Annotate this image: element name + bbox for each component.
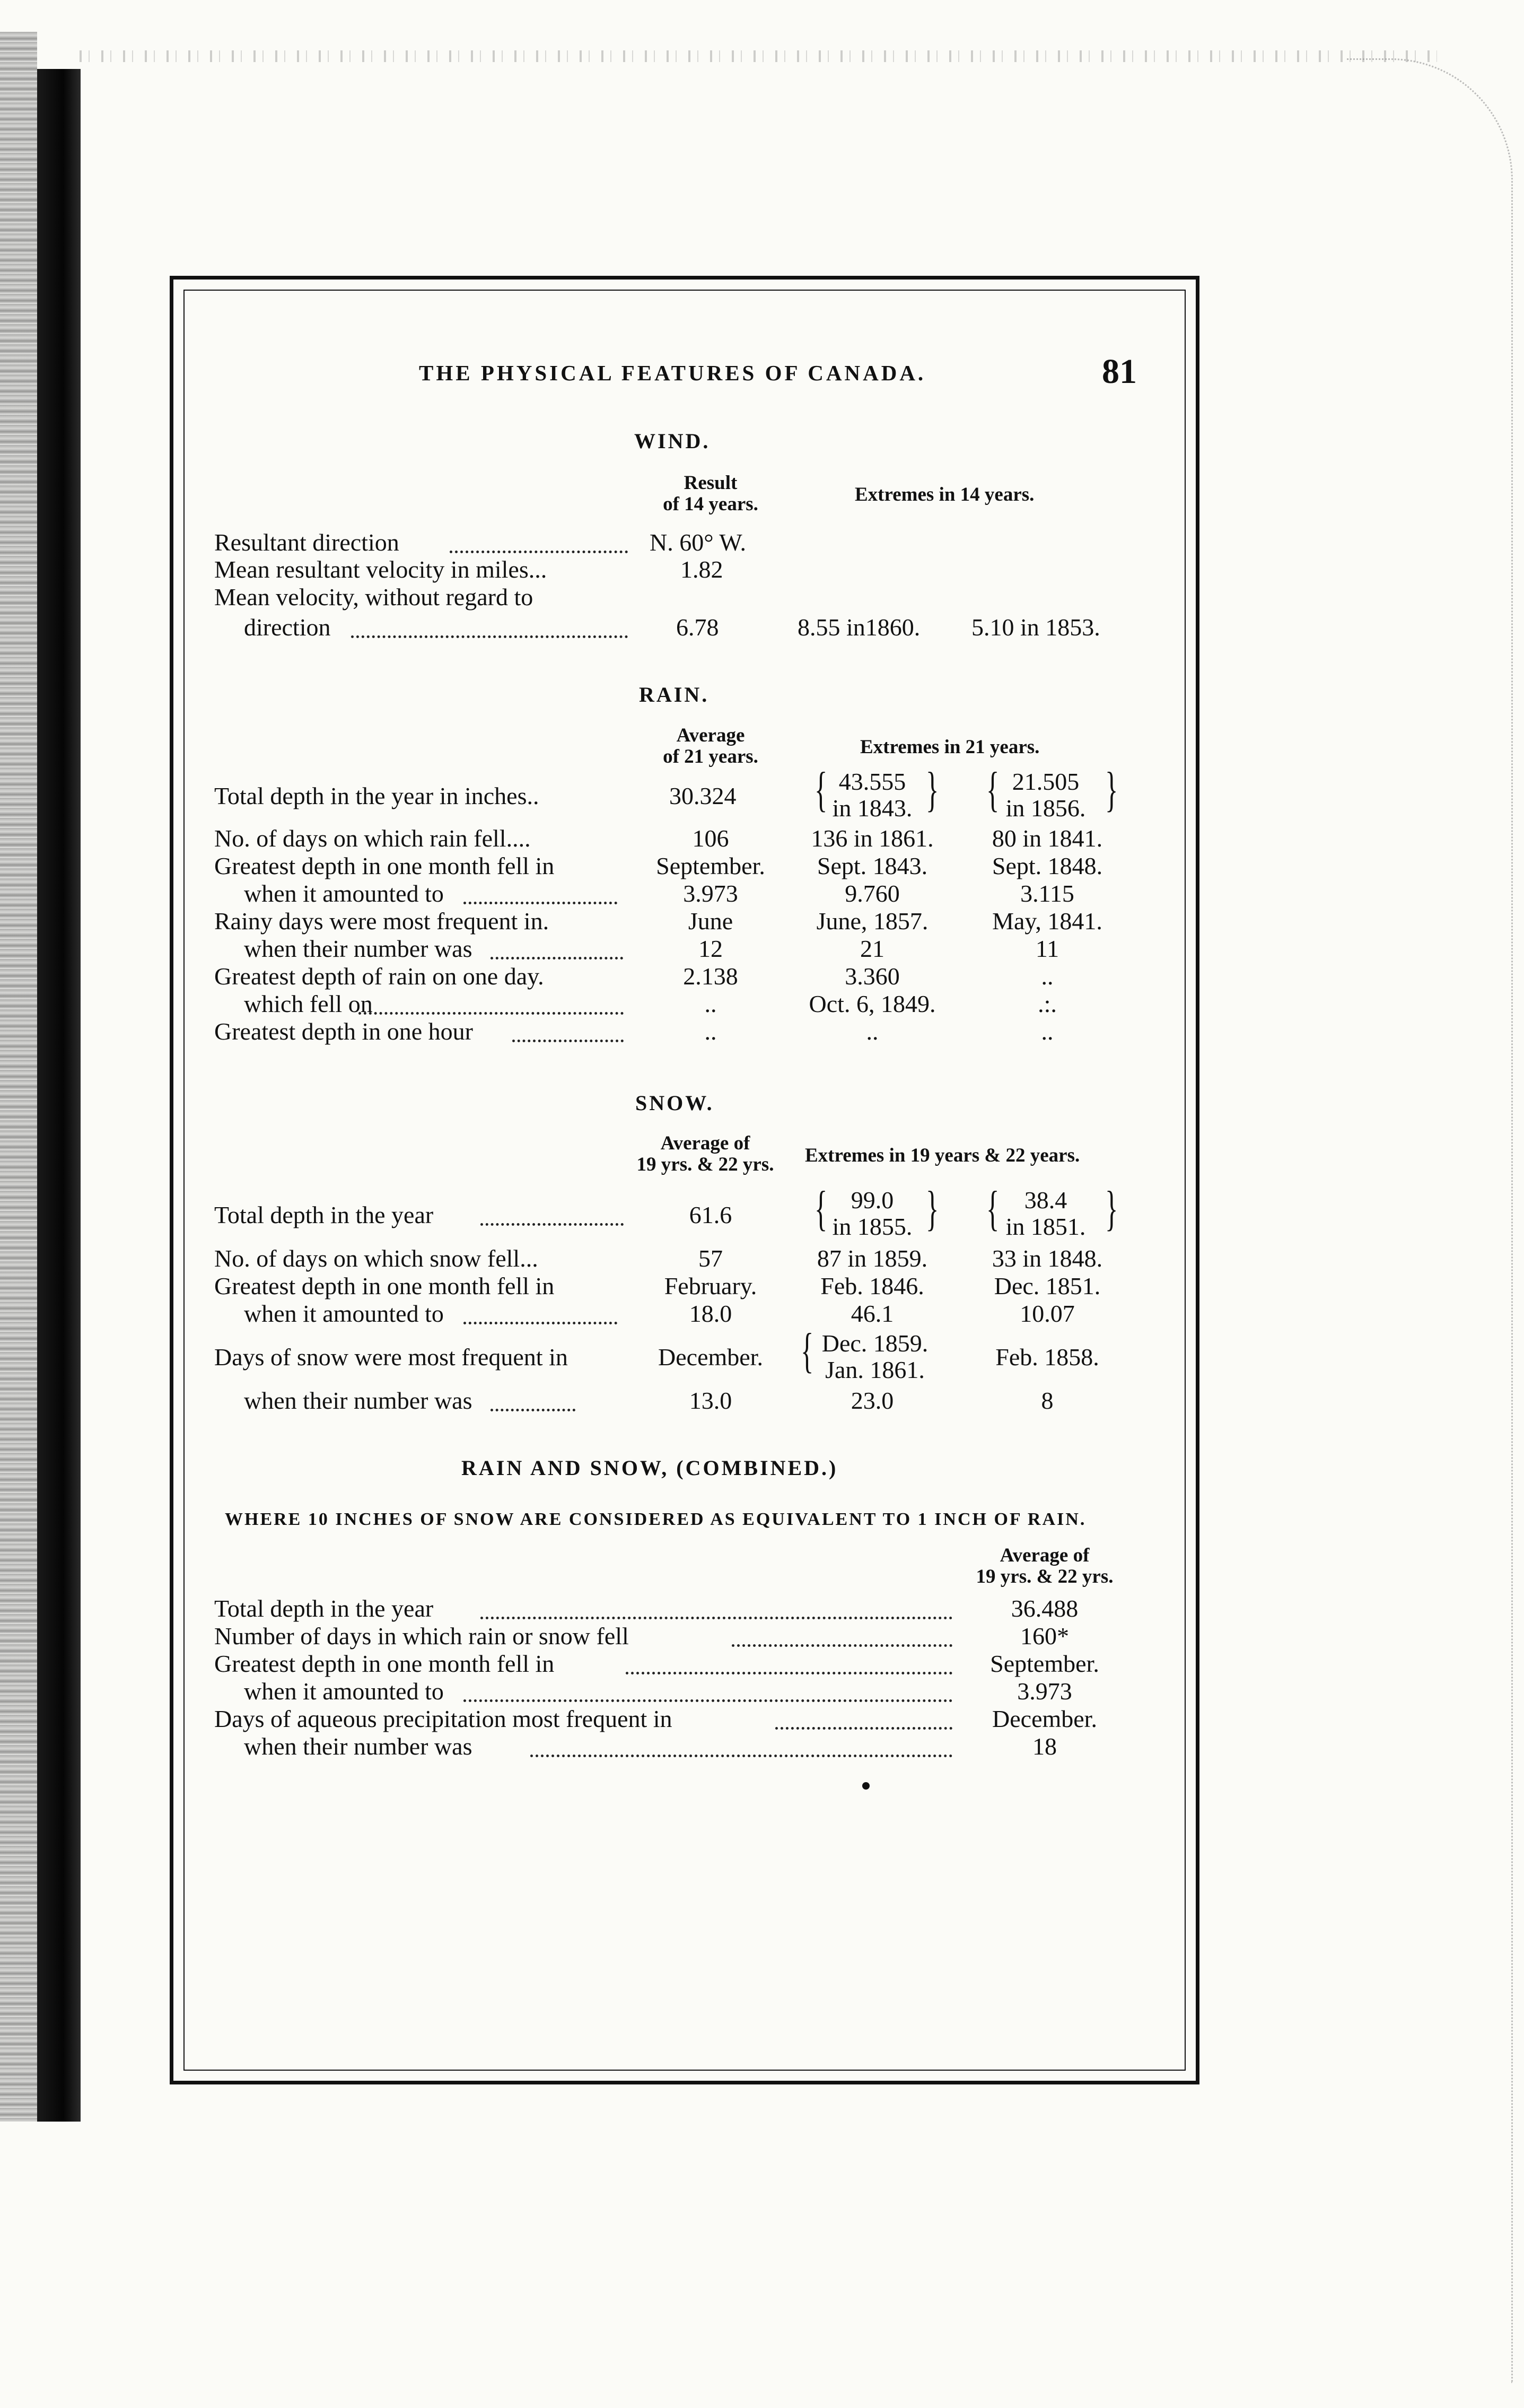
row-value: 1.82 [680, 556, 723, 583]
row-label: Greatest depth of rain on one day. [214, 963, 544, 990]
row-value: December. [992, 1705, 1097, 1732]
extreme-value: in 1851. [1005, 1213, 1086, 1240]
brace-left: { [986, 762, 1000, 816]
row-value: September. [990, 1650, 1099, 1677]
section-title: RAIN AND SNOW, (COMBINED.) [461, 1456, 838, 1480]
brace-left: { [800, 1323, 814, 1377]
row-label: Greatest depth in one month fell in [214, 1272, 555, 1299]
row-label: when it amounted to [244, 880, 444, 907]
leader-dots [775, 1727, 952, 1730]
extreme-value: Feb. 1846. [820, 1272, 924, 1299]
running-title: THE PHYSICAL FEATURES OF CANADA. [419, 361, 926, 385]
brace-left: { [814, 1181, 828, 1235]
row-label: when it amounted to [244, 1678, 444, 1705]
row-value: 6.78 [676, 614, 719, 641]
leader-dots [732, 1644, 952, 1647]
row-value: 3.973 [683, 880, 738, 907]
extreme-value: May, 1841. [992, 908, 1102, 935]
brace-left: { [814, 762, 828, 816]
column-header: Extremes in 21 years. [860, 736, 1040, 758]
extreme-value: 8 [1041, 1387, 1054, 1414]
row-value: 160* [1020, 1622, 1069, 1650]
extreme-value: .:. [1038, 990, 1057, 1017]
leader-dots [463, 902, 617, 904]
row-value: September. [656, 852, 765, 879]
extreme-value: 3.115 [1020, 880, 1074, 907]
row-value: 57 [698, 1245, 723, 1272]
row-value: 36.488 [1011, 1595, 1079, 1622]
extreme-value: Dec. 1859. [821, 1330, 929, 1357]
row-label: direction [244, 614, 331, 641]
leader-dots [491, 957, 623, 959]
brace-right: } [1105, 1181, 1118, 1235]
extreme-value: 80 in 1841. [992, 825, 1103, 852]
leader-dots [463, 1322, 617, 1324]
row-value: 61.6 [689, 1201, 732, 1228]
row-label: Days of aqueous precipitation most frequent in [214, 1705, 672, 1732]
row-label: Resultant direction [214, 529, 399, 556]
section-title: SNOW. [635, 1091, 714, 1115]
extreme-value: 21.505 [1012, 768, 1080, 795]
extreme-value: Sept. 1848. [992, 852, 1103, 879]
column-header: Result [684, 472, 738, 494]
leader-dots [463, 1699, 952, 1702]
page-number: 81 [1102, 352, 1137, 391]
row-label: Rainy days were most frequent in. [214, 908, 549, 935]
leader-dots [480, 1223, 624, 1226]
leader-dots [530, 1755, 952, 1757]
extreme-value: Jan. 1861. [825, 1356, 925, 1383]
row-label: Days of snow were most frequent in [214, 1343, 568, 1371]
column-header: Extremes in 19 years & 22 years. [805, 1145, 1080, 1166]
row-label: No. of days on which snow fell... [214, 1245, 538, 1272]
row-value: 2.138 [683, 963, 738, 990]
extreme-value: .. [1041, 1018, 1054, 1045]
leader-dots [491, 1409, 575, 1411]
leader-dots [512, 1040, 624, 1042]
row-label: Greatest depth in one hour [214, 1018, 473, 1045]
column-header: Average [676, 725, 745, 746]
row-label: Total depth in the year [214, 1595, 434, 1622]
extreme-value: Oct. 6, 1849. [809, 990, 936, 1017]
extreme-value: 3.360 [845, 963, 900, 990]
row-value: 3.973 [1017, 1678, 1072, 1705]
row-label: No. of days on which rain fell.... [214, 825, 531, 852]
column-header: of 21 years. [663, 746, 758, 767]
extreme-value: in 1856. [1005, 795, 1086, 822]
extreme-value: 136 in 1861. [811, 825, 934, 852]
section-title: RAIN. [639, 683, 710, 706]
row-value: 106 [692, 825, 729, 852]
row-value: 18 [1032, 1733, 1057, 1760]
row-label: when their number was [244, 935, 472, 962]
brace-right: } [1105, 762, 1118, 816]
row-value: 18.0 [689, 1300, 732, 1327]
extreme-value: 38.4 [1024, 1186, 1067, 1214]
leader-dots [351, 635, 628, 638]
section-title: WIND. [634, 429, 711, 453]
row-label: Total depth in the year in inches.. [214, 782, 539, 809]
leader-dots [626, 1672, 952, 1674]
row-value: 12 [698, 935, 723, 962]
extreme-value: 9.760 [845, 880, 900, 907]
row-value: February. [664, 1272, 757, 1299]
row-label: Mean resultant velocity in miles... [214, 556, 547, 583]
row-value: December. [658, 1343, 763, 1371]
row-value: N. 60° W. [650, 529, 746, 556]
extreme-value: .. [1041, 963, 1054, 990]
extreme-value: 87 in 1859. [817, 1245, 928, 1272]
column-header: Average of [1000, 1545, 1090, 1566]
print-dot [862, 1782, 870, 1790]
section-caption: WHERE 10 INCHES OF SNOW ARE CONSIDERED AS EQUIVALENT TO 1 INCH OF RAIN. [225, 1510, 1087, 1529]
extreme-value: Feb. 1858. [995, 1343, 1099, 1371]
row-label: Greatest depth in one month fell in [214, 1650, 555, 1677]
column-header: 19 yrs. & 22 yrs. [636, 1154, 774, 1175]
row-value: .. [704, 990, 717, 1017]
row-value: 30.324 [669, 782, 737, 809]
brace-right: } [925, 1181, 939, 1235]
column-header: Average of [660, 1132, 750, 1154]
extreme-value: 21 [860, 935, 884, 962]
row-label: Mean velocity, without regard to [214, 583, 533, 610]
row-label: when their number was [244, 1733, 472, 1760]
row-label: when it amounted to [244, 1300, 444, 1327]
extreme-value: in 1855. [832, 1213, 913, 1240]
extreme-value: 8.55 in1860. [798, 614, 921, 641]
leader-dots [358, 1012, 624, 1015]
extreme-value: 99.0 [851, 1186, 894, 1214]
row-value: 13.0 [689, 1387, 732, 1414]
leader-dots [450, 551, 628, 553]
extreme-value: Sept. 1843. [817, 852, 928, 879]
row-label: when their number was [244, 1387, 472, 1414]
column-header: Extremes in 14 years. [855, 484, 1035, 505]
extreme-value: 23.0 [851, 1387, 894, 1414]
row-label: Greatest depth in one month fell in [214, 852, 555, 879]
row-value: .. [704, 1018, 717, 1045]
extreme-value: 10.07 [1020, 1300, 1075, 1327]
brace-left: { [986, 1181, 1000, 1235]
extreme-value: Dec. 1851. [994, 1272, 1101, 1299]
extreme-value: June, 1857. [816, 908, 929, 935]
extreme-value: 33 in 1848. [992, 1245, 1103, 1272]
extreme-value: .. [866, 1018, 879, 1045]
extreme-value: 46.1 [851, 1300, 894, 1327]
row-label: Total depth in the year [214, 1201, 434, 1228]
extreme-value: 43.555 [838, 768, 906, 795]
row-label: which fell on [244, 990, 373, 1017]
row-value: June [688, 908, 733, 935]
extreme-value: in 1843. [832, 795, 913, 822]
leader-dots [480, 1617, 952, 1619]
column-header: of 14 years. [663, 493, 758, 515]
row-label: Number of days in which rain or snow fell [214, 1622, 629, 1650]
extreme-value: 5.10 in 1853. [971, 614, 1100, 641]
column-header: 19 yrs. & 22 yrs. [976, 1566, 1114, 1587]
brace-right: } [925, 762, 939, 816]
extreme-value: 11 [1035, 935, 1059, 962]
